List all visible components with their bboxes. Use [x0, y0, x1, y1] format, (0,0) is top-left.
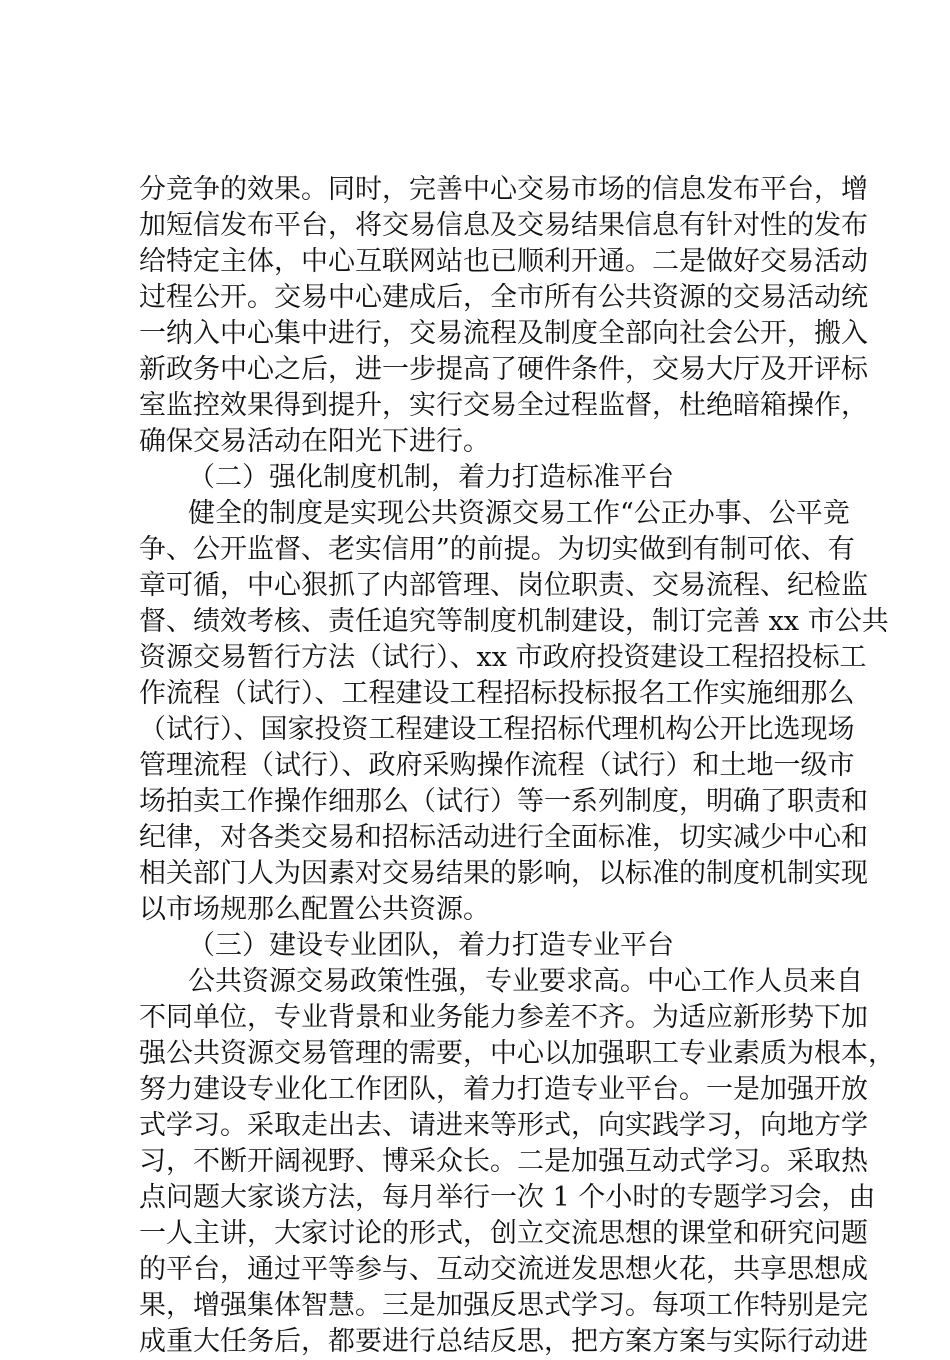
text-line: 式学习。采取走出去、请进来等形式，向实践学习，向地方学 — [139, 1110, 868, 1141]
text-line: 管理流程（试行）、政府采购操作流程（试行）和土地一级市 — [139, 750, 855, 781]
text-line: 不同单位，专业背景和业务能力参差不齐。为适应新形势下加 — [139, 1002, 868, 1033]
text-line: 努力建设专业化工作团队，着力打造专业平台。一是加强开放 — [139, 1074, 868, 1105]
text-line: 的平台，通过平等参与、互动交流迸发思想火花，共享思想成 — [139, 1254, 868, 1285]
text-line: 强公共资源交易管理的需要，中心以加强职工专业素质为根本， — [139, 1038, 895, 1069]
text-line: 一纳入中心集中进行，交易流程及制度全部向社会公开，搬入 — [139, 318, 868, 349]
text-line: 点问题大家谈方法，每月举行一次 1 个小时的专题学习会，由 — [139, 1182, 876, 1213]
text-line: 相关部门人为因素对交易结果的影响，以标准的制度机制实现 — [139, 858, 868, 889]
text-line: 习，不断开阔视野、博采众长。二是加强互动式学习。采取热 — [139, 1146, 868, 1177]
text-line: 加短信发布平台，将交易信息及交易结果信息有针对性的发布 — [139, 210, 868, 241]
text-line: 资源交易暂行方法（试行）、xx 市政府投资建设工程招投标工 — [139, 642, 867, 673]
text-line: 一人主讲，大家讨论的形式，创立交流思想的课堂和研究问题 — [139, 1218, 868, 1249]
text-line: 确保交易活动在阳光下进行。 — [139, 426, 490, 457]
text-line: 作流程（试行）、工程建设工程招标投标报名工作实施细那么 — [139, 678, 855, 709]
text-line: 以市场规那么配置公共资源。 — [139, 894, 490, 925]
text-line: 成重大任务后，都要进行总结反思，把方案方案与实际行动进 — [139, 1326, 868, 1357]
text-line: 场拍卖工作操作细那么（试行）等一系列制度，明确了职责和 — [139, 786, 868, 817]
text-line: 争、公开监督、老实信用”的前提。为切实做到有制可依、有 — [139, 534, 855, 565]
text-line: 章可循，中心狠抓了内部管理、岗位职责、交易流程、纪检监 — [139, 570, 868, 601]
text-line: 健全的制度是实现公共资源交易工作“公正办事、公平竞 — [188, 498, 850, 529]
text-line: 新政务中心之后，进一步提高了硬件条件，交易大厅及开评标 — [139, 354, 868, 385]
text-line: 室监控效果得到提升，实行交易全过程监督，杜绝暗箱操作， — [139, 390, 868, 421]
text-line: 纪律，对各类交易和招标活动进行全面标准，切实减少中心和 — [139, 822, 868, 853]
text-line: 公共资源交易政策性强，专业要求高。中心工作人员来自 — [188, 966, 863, 997]
text-line: （试行）、国家投资工程建设工程招标代理机构公开比选现场 — [139, 714, 855, 745]
text-line: 过程公开。交易中心建成后，全市所有公共资源的交易活动统 — [139, 282, 868, 313]
text-line: 给特定主体，中心互联网站也已顺利开通。二是做好交易活动 — [139, 246, 868, 277]
section-heading: （二）强化制度机制，着力打造标准平台 — [188, 462, 674, 493]
text-line: 督、绩效考核、责任追究等制度机制建设，制订完善 xx 市公共 — [139, 606, 889, 637]
section-heading: （三）建设专业团队，着力打造专业平台 — [188, 930, 674, 961]
text-line: 果，增强集体智慧。三是加强反思式学习。每项工作特别是完 — [139, 1290, 868, 1321]
text-line: 分竞争的效果。同时，完善中心交易市场的信息发布平台，增 — [139, 174, 868, 205]
